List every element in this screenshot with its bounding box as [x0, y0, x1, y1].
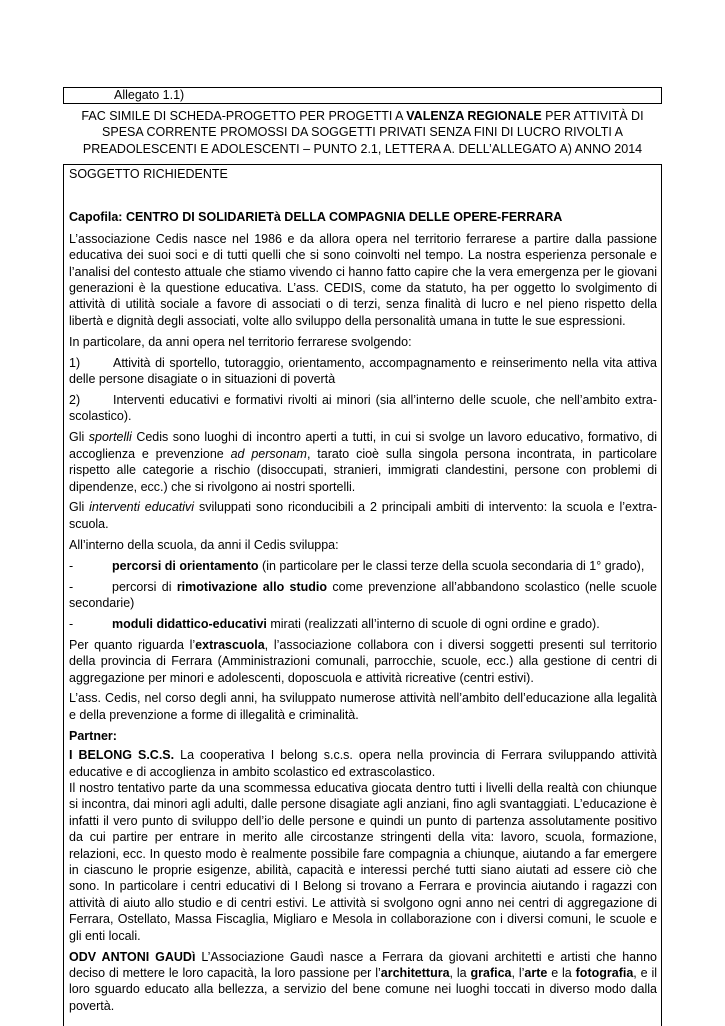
bullet-dash: -	[69, 616, 74, 631]
capofila-heading: Capofila: CENTRO DI SOLIDARIETà DELLA COMPAGNIA DELLE OPERE-FERRARA	[69, 210, 563, 225]
text: , l’associazione collabora con i diversi soggetti presenti sul territorio della provincia di Ferrara (Amministrazioni comunali, parrocchie, scuole, ecc.) alla gestione di centri di aggregazione per minori e adolescenti, doposcuola e attività ricreative (centri estivi).	[69, 637, 657, 685]
text: Il nostro tentativo parte da una scommessa educativa giocata dentro tutti i livelli della realtà con chiunque si incontra, dai minori agli adulti, dalle persone disagiate agli anziani, fino agli svantaggiati. L’educazione è infatti il vero punto di sviluppo dell’io delle persone e quindi un punto di partenza assolutamente positivo da cui partire per entrare in merito alle circostanze stringenti della vita: lavoro, scuola, formazione, relazioni, ecc. In questo modo è realmente possibile fare compagnia a chiunque, aiutando a far emergere in ciascuno le proprie esigenze, abilità, capacità e interessi perché tutti siano aiutati ad essere ciò che sono. In particolare i centri educativi di I Belong si trovano a Ferrara e provincia aiutando i ragazzi con attività di aiuto allo studio e di centri estivi. Le attività si svolgono ogni anno nei centri di aggregazione di Ferrara, Ostellato, Massa Fiscaglia, Migliaro e Mesola in collaborazione con i diversi comuni, le scuole e gli enti locali.	[69, 781, 657, 943]
list-text: Interventi educativi e formativi rivolti ai minori (sia all’interno delle scuole, che nell’ambito extra-scolastico).	[69, 392, 657, 424]
bold-text: percorsi di orientamento	[112, 558, 259, 573]
section-label: SOGGETTO RICHIEDENTE	[69, 167, 228, 181]
list-number: 2)	[69, 392, 81, 407]
text: Gli	[69, 500, 90, 515]
title-bold: VALENZA REGIONALE	[406, 109, 542, 123]
italic-text: ad personam	[230, 446, 307, 461]
paragraph-legalita: L’ass. Cedis, nel corso degli anni, ha sviluppato numerose attività nell’ambito dell’educazione alla legalità e della prevenzione a forme di illegalità e criminalità.	[69, 691, 657, 722]
text: Cedis sono luoghi di incontro aperti a tutti, in cui si svolge un lavoro educativo, formativo, di accoglienza e prevenzione	[69, 430, 657, 461]
text: L’Associazione Gaudì nasce a Ferrara da giovani architetti e artisti che hanno deciso di mettere le loro capacità, la loro passione per l’	[69, 949, 657, 980]
text: percorsi di	[112, 579, 177, 594]
paragraph-sportelli	[69, 429, 657, 495]
text: Gli	[69, 430, 89, 445]
bold-text: arte	[524, 965, 548, 980]
title-part1: FAC SIMILE DI SCHEDA-PROGETTO PER PROGETTI A	[81, 109, 407, 123]
text: mirati (realizzati all’interno di scuole di ogni ordine e grado).	[266, 616, 600, 631]
bullet-item-3	[69, 616, 657, 632]
text: (in particolare per le classi terze della scuola secondaria di 1° grado),	[258, 558, 645, 573]
bullet-dash: -	[69, 558, 74, 573]
text: e la	[547, 965, 576, 980]
paragraph-intro: L’associazione Cedis nasce nel 1986 e da allora opera nel territorio ferrarese a partire dalla passione educativa dei suoi soci e di tutti quelli che si sono coinvolti nel tempo. La nostra esperienza personale e l’analisi del contesto attuale che stiamo vivendo ci hanno fatto capire che la vera emergenza per le giovani generazioni è la questione educativa. L’ass. CEDIS, come da statuto, ha per oggetto lo svolgimento di attività di utilità sociale a favore di associati o di terzi, senza finalità di lucro e nel pieno rispetto della libertà e dignità degli associati, volte allo sviluppo della personalità umana in tutte le sue espressioni.	[69, 231, 657, 328]
bold-text: rimotivazione allo studio	[176, 579, 328, 594]
text: Per quanto riguarda l’	[69, 637, 196, 652]
italic-text: sportelli	[88, 430, 132, 445]
text: , la	[449, 965, 471, 980]
document-title	[60, 108, 665, 157]
bullet-item-2	[69, 579, 657, 612]
partner-label: Partner:	[69, 728, 117, 743]
bullet-dash: -	[69, 579, 74, 594]
bold-text: grafica	[470, 965, 512, 980]
paragraph-gaudi	[69, 949, 657, 1015]
list-number: 1)	[69, 355, 81, 370]
italic-text: interventi educativi	[89, 500, 195, 515]
bold-text: extrascuola	[195, 637, 265, 652]
bold-text: I BELONG S.C.S.	[69, 748, 175, 763]
list-text: Attività di sportello, tutoraggio, orientamento, accompagnamento e reinserimento nella vita attiva delle persone disagiate o in situazioni di povertà	[69, 355, 657, 387]
bullet-item-1	[69, 558, 657, 574]
paragraph-extrascuola	[69, 637, 657, 686]
document-body	[69, 166, 657, 1019]
text: sviluppati sono riconducibili a 2 principali ambiti di intervento: la scuola e l’extra-scuola.	[69, 500, 657, 531]
text: , e il loro sguardo educato alla bellezza, a servizio del bene comune nei luoghi toccati in diverso modo dalla povertà.	[69, 965, 657, 1013]
text: La cooperativa I belong s.c.s. opera nella provincia di Ferrara sviluppando attività educative e di accoglienza in ambito scolastico ed extrascolastico.	[69, 748, 657, 779]
allegato-label: Allegato 1.1)	[114, 88, 185, 102]
paragraph-interventi	[69, 499, 657, 532]
list-item-1	[69, 355, 657, 388]
allegato-box	[63, 87, 662, 104]
bold-text: moduli didattico-educativi	[112, 616, 267, 631]
title-part2: PER ATTIVITÀ DI SPESA CORRENTE PROMOSSI DA SOGGETTI PRIVATI SENZA FINI DI LUCRO RIVOLTI A PREADOLESCENTI E ADOLESCENTI – PUNTO 2.1, LETTERA A. DELL’ALLEGATO A) ANNO 2014	[82, 109, 644, 156]
bold-text: fotografia	[575, 965, 634, 980]
bold-text: architettura	[380, 965, 450, 980]
paragraph-scuola: All’interno della scuola, da anni il Cedis sviluppa:	[69, 537, 339, 552]
bold-text: ODV ANTONI GAUDì	[69, 949, 196, 964]
text: come prevenzione all’abbandono scolastico (nelle scuole secondarie)	[69, 579, 657, 610]
text: , l’	[511, 965, 525, 980]
list-item-2	[69, 392, 657, 425]
text: , tarato cioè sulla singola persona incontrata, in particolare rispetto alle categorie a rischio (disoccupati, stranieri, immigrati clandestini, persone con problemi di dipendenze, ecc.) che si rivolgono ai nostri sportelli.	[69, 446, 658, 494]
paragraph-ibelong	[69, 747, 657, 944]
paragraph-activities: In particolare, da anni opera nel territorio ferrarese svolgendo:	[69, 334, 412, 349]
